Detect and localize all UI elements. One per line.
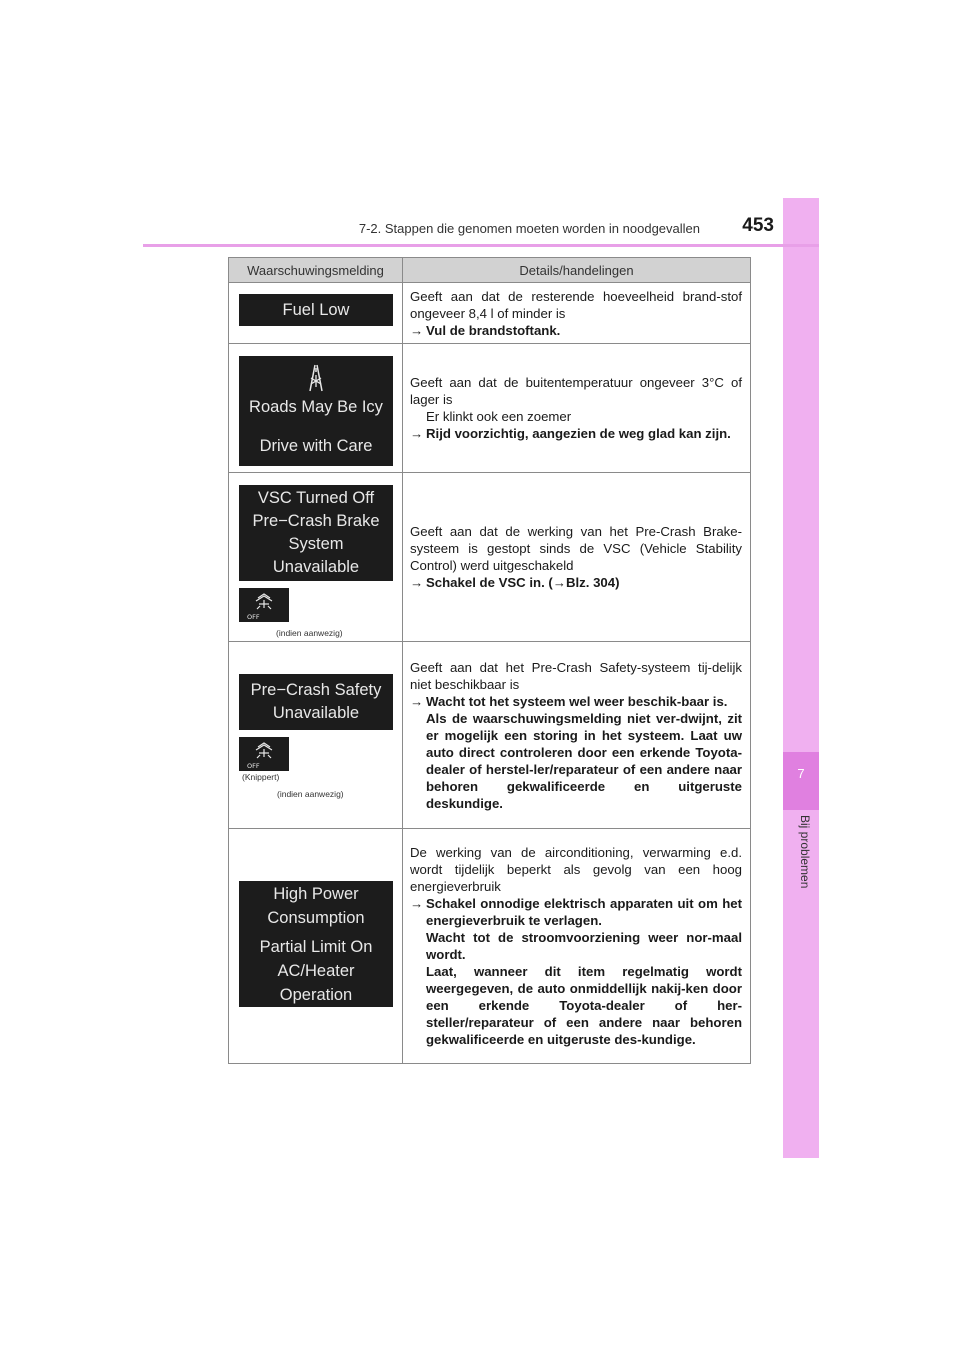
svg-text:OFF: OFF — [247, 613, 260, 621]
header-rule — [143, 244, 819, 247]
details-cell — [403, 642, 751, 829]
table-row — [229, 829, 751, 1064]
chapter-number: 7 — [797, 766, 805, 781]
detail-subtext: Er klinkt ook een zoemer — [426, 409, 572, 424]
message-display-cell — [229, 283, 403, 344]
action-line: → Wacht tot het systeem wel weer beschik-baar is. — [410, 693, 728, 709]
action-continuation: Wacht tot de stroomvoorziening weer nor-maal wordt. — [426, 930, 742, 962]
message-display-cell — [229, 642, 403, 829]
running-head: 7-2. Stappen die genomen moeten worden in noodgevallen — [358, 221, 700, 236]
table-row — [229, 642, 751, 829]
message-display-cell — [229, 344, 403, 473]
table-row — [229, 344, 751, 473]
detail-text: Geeft aan dat de buitentemperatuur ongeveer 3°C of lager is — [410, 375, 742, 407]
vsc-off-display: VSC Turned Off Pre−Crash Brake System Unavailable — [239, 485, 393, 581]
table-row — [229, 473, 751, 642]
action-line: → Vul de brandstoftank. — [410, 322, 561, 338]
details-cell — [403, 344, 751, 473]
availability-note: (indien aanwezig) — [276, 628, 343, 638]
page-number: 453 — [742, 215, 774, 236]
table-header-row — [229, 258, 751, 283]
action-line: → Rijd voorzichtig, aangezien de weg glad kan zijn. — [410, 426, 731, 441]
pre-crash-off-icon — [239, 588, 289, 622]
high-power-display: High Power Consumption Partial Limit On AC/Heater Operation — [239, 881, 393, 1007]
table-row — [229, 283, 751, 344]
arrow-icon: → — [410, 426, 424, 441]
column-header-details: Details/handelingen — [403, 258, 751, 283]
details-cell — [403, 473, 751, 642]
column-header-message: Waarschuwingsmelding — [229, 258, 403, 283]
fuel-low-display: Fuel Low — [239, 294, 393, 326]
arrow-icon: → — [410, 693, 424, 709]
availability-note: (indien aanwezig) — [277, 789, 344, 799]
details-cell — [403, 283, 751, 344]
detail-text: Geeft aan dat het Pre-Crash Safety-systeem tij-delijk niet beschikbaar is — [410, 659, 742, 692]
arrow-icon: → — [410, 322, 424, 338]
warning-message-table — [228, 257, 751, 1064]
detail-text: De werking van de airconditioning, verwarming e.d. wordt tijdelijk beperkt als gevolg van een hoog energieverbruik — [410, 845, 742, 894]
message-display-cell — [229, 473, 403, 642]
svg-text:OFF: OFF — [247, 762, 260, 770]
chapter-side-tab — [783, 198, 819, 1158]
chapter-title: Bij problemen — [798, 815, 812, 889]
pcs-unavailable-display: Pre−Crash Safety Unavailable — [239, 674, 393, 730]
detail-text: Geeft aan dat de werking van het Pre-Crash Brake-systeem is gestopt sinds de VSC (Vehicle Stability Control) werd uitgeschakeld — [410, 524, 742, 573]
chapter-side-tab-active — [783, 752, 819, 810]
action-continuation: Laat, wanneer dit item regelmatig wordt weergegeven, de auto onmiddellijk nakij-ken door een erkende Toyota-dealer of her-steller/reparateur of een andere naar behoren gekwalificeerde en uitgeruste des-kundige. — [426, 964, 742, 1047]
action-line: → Schakel onnodige elektrisch apparaten uit om het energieverbruik te verlagen. — [410, 896, 742, 928]
road-snowflake-icon — [301, 364, 331, 392]
action-line: → Schakel de VSC in. (→Blz. 304) — [410, 575, 620, 590]
roads-icy-display: Roads May Be Icy Drive with Care — [239, 356, 393, 466]
message-display-cell — [229, 829, 403, 1064]
detail-text: Geeft aan dat de resterende hoeveelheid brand-stof ongeveer 8,4 l of minder is — [410, 288, 742, 321]
action-continuation: Als de waarschuwingsmelding niet ver-dwijnt, zit er mogelijk een storing in het systeem. Laat uw auto direct controleren door een erkende Toyota-dealer of herstel-ler/reparateur of een andere naar behoren gekwalificeerde en uitgeruste deskundige. — [426, 710, 742, 811]
pre-crash-off-icon — [239, 737, 289, 771]
arrow-icon: → — [410, 896, 424, 911]
blink-note: (Knippert) — [242, 772, 280, 782]
arrow-icon: → — [410, 575, 424, 590]
details-cell — [403, 829, 751, 1064]
